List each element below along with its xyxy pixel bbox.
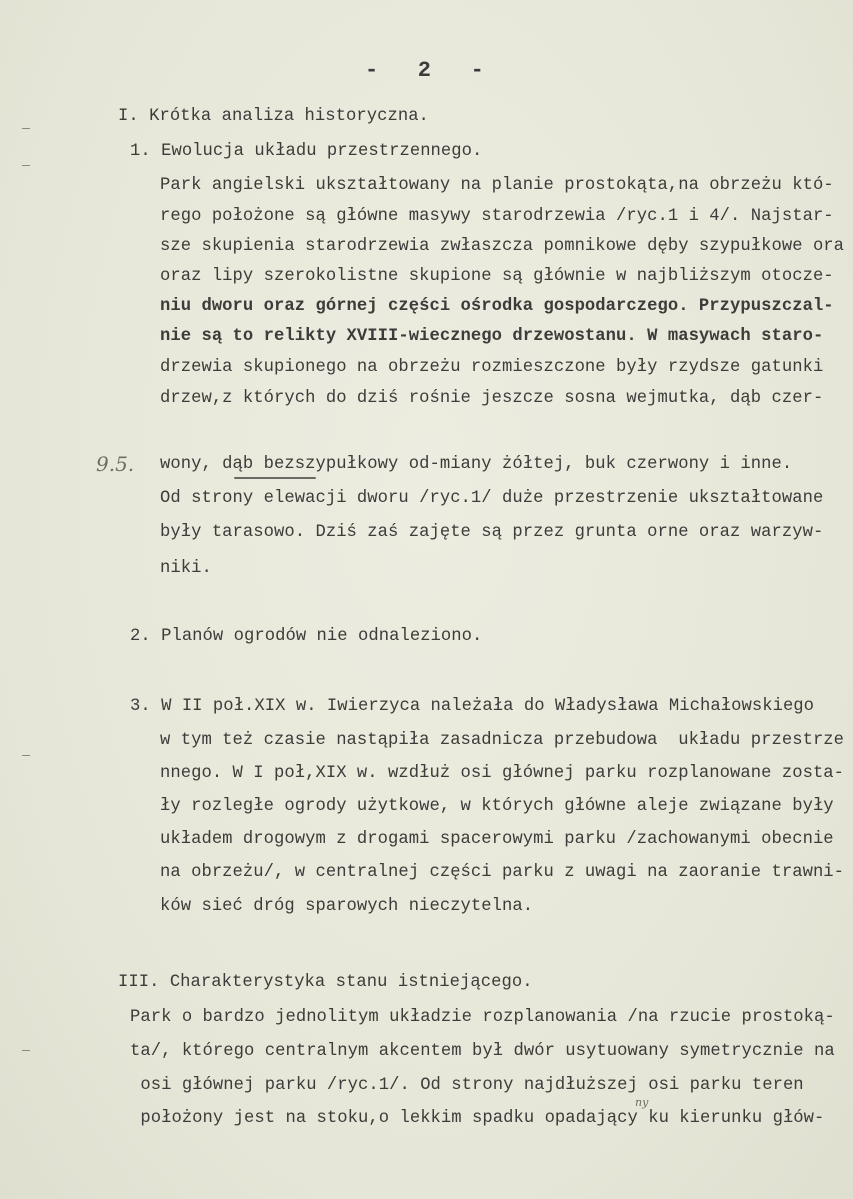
text-line: ta/, którego centralnym akcentem był dwór usytuowany symetrycznie na [130, 1042, 835, 1061]
handwritten-margin-note: 9.5. [96, 452, 135, 476]
text-line: były tarasowo. Dziś zaś zajęte są przez grunta orne oraz warzyw- [160, 523, 824, 542]
text-line: niki. [160, 559, 212, 578]
text-line: układem drogowym z drogami spacerowymi parku /zachowanymi obecnie [160, 830, 834, 849]
text-line: 3. W II poł.XIX w. Iwierzyca należała do Władysława Michałowskiego [130, 697, 815, 716]
text-line: drzew,z których do dziś rośnie jeszcze sosna wejmutka, dąb czer- [160, 389, 824, 408]
margin-mark [22, 128, 30, 129]
text-line: wony, dąb bezszypułkowy od-miany żółtej, buk czerwony i inne. [160, 455, 793, 474]
text-line: na obrzeżu/, w centralnej części parku z uwagi na zaoranie trawni- [160, 863, 845, 882]
text-line: Park angielski ukształtowany na planie prostokąta,na obrzeżu któ- [160, 176, 834, 195]
text-line: ków sieć dróg sparowych nieczytelna. [160, 897, 534, 916]
margin-mark [22, 1050, 30, 1051]
subsection-heading-1: 1. Ewolucja układu przestrzennego. [130, 142, 483, 161]
text-line: drzewia skupionego na obrzeżu rozmieszczone były rzydsze gatunki [160, 358, 824, 377]
margin-mark [22, 165, 30, 166]
text-line: niu dworu oraz górnej części ośrodka gospodarczego. Przypuszczal- [160, 297, 834, 316]
item-2: 2. Planów ogrodów nie odnaleziono. [130, 627, 483, 646]
text-line: w tym też czasie nastąpiła zasadnicza przebudowa układu przestrze [160, 731, 845, 750]
text-line: nnego. W I poł,XIX w. wzdłuż osi głównej parku rozplanowane zosta- [160, 764, 845, 783]
text-line: ły rozległe ogrody użytkowe, w których główne aleje związane były [160, 797, 834, 816]
handwritten-correction: ny [635, 1096, 649, 1109]
margin-mark [22, 755, 30, 756]
text-line: osi głównej parku /ryc.1/. Od strony najdłuższej osi parku teren [130, 1076, 804, 1095]
text-line: położony jest na stoku,o lekkim spadku opadający ku kierunku głów- [130, 1109, 825, 1128]
text-line: Park o bardzo jednolitym układzie rozplanowania /na rzucie prostoką- [130, 1008, 835, 1027]
text-line: nie są to relikty XVIII-wiecznego drzewostanu. W masywach staro- [160, 327, 824, 346]
text-line: Od strony elewacji dworu /ryc.1/ duże przestrzenie ukształtowane [160, 489, 824, 508]
handwritten-underline [234, 477, 316, 479]
text-line: sze skupienia starodrzewia zwłaszcza pomnikowe dęby szypułkowe ora [160, 237, 845, 256]
text-line: rego położone są główne masywy starodrzewia /ryc.1 i 4/. Najstar- [160, 207, 834, 226]
section-heading-3: III. Charakterystyka stanu istniejącego. [118, 973, 533, 992]
text-line: oraz lipy szerokolistne skupione są głównie w najbliższym otocze- [160, 267, 834, 286]
page-number: - 2 - [365, 58, 484, 83]
section-heading-1: I. Krótka analiza historyczna. [118, 107, 429, 126]
